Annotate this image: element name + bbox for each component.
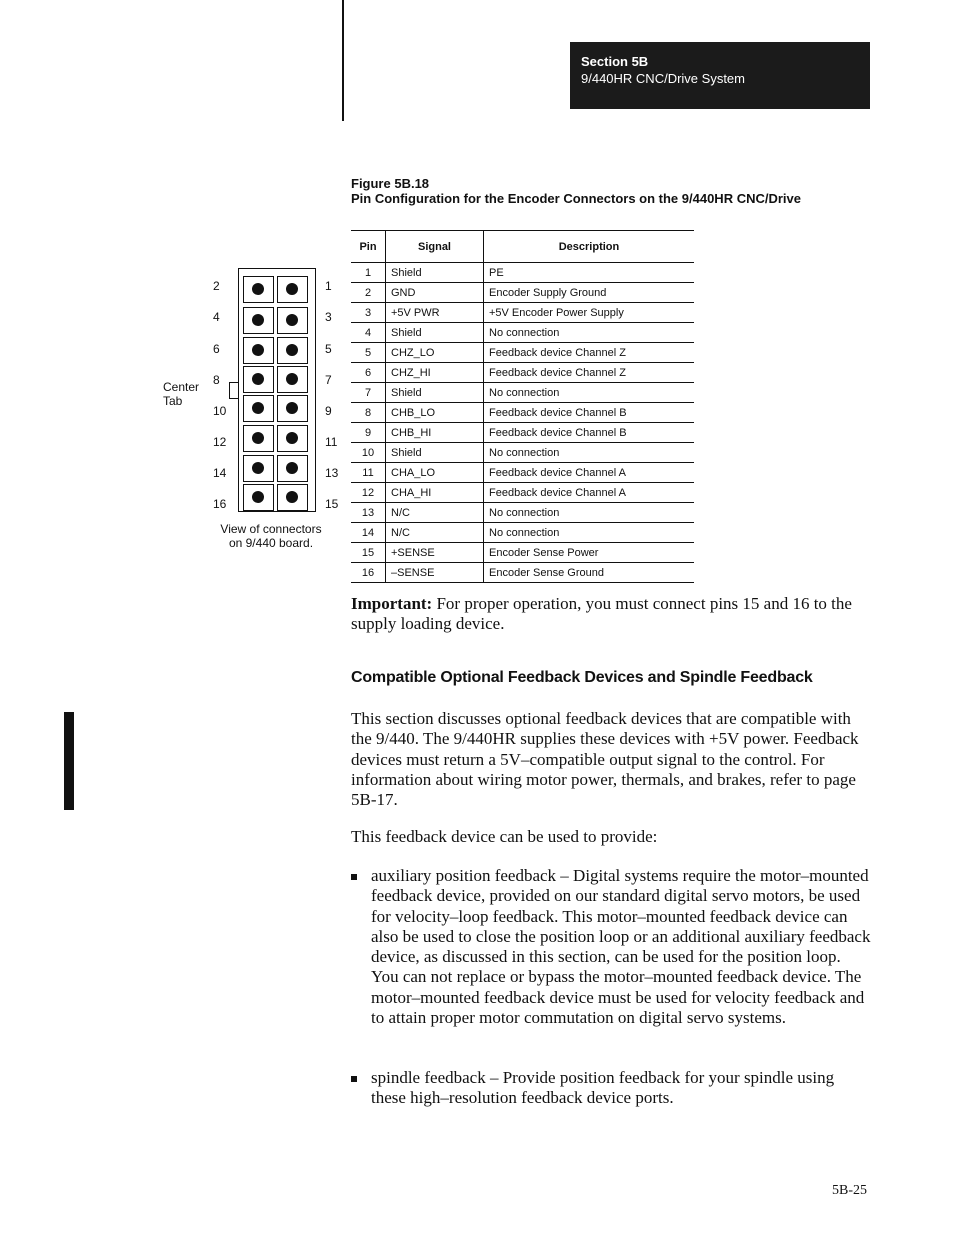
table-row (351, 503, 694, 523)
pin-cell: 14 (351, 523, 386, 543)
signal-cell: Shield (386, 443, 484, 463)
pin-label: 1 (325, 279, 332, 293)
connector-pin-13 (277, 455, 308, 482)
pin-cell: 5 (351, 343, 386, 363)
description-cell: Feedback device Channel B (484, 403, 695, 423)
pin-cell: 9 (351, 423, 386, 443)
pin-cell: 3 (351, 303, 386, 323)
signal-cell: GND (386, 283, 484, 303)
connector-pin-2 (243, 276, 274, 303)
figure-number: Figure 5B.18 (351, 176, 430, 191)
table-row (351, 463, 694, 483)
signal-cell: +SENSE (386, 543, 484, 563)
description-cell: Encoder Sense Ground (484, 563, 695, 583)
pin-table (351, 230, 694, 583)
pin-label: 15 (325, 497, 339, 511)
change-bar (64, 712, 74, 810)
table-row (351, 403, 694, 423)
connector-pin-15 (277, 484, 308, 511)
pin-cell: 6 (351, 363, 386, 383)
signal-cell: CHB_LO (386, 403, 484, 423)
pin-cell: 15 (351, 543, 386, 563)
connector-pin-5 (277, 337, 308, 364)
description-cell: No connection (484, 323, 695, 343)
table-row (351, 283, 694, 303)
pin-label: 4 (213, 310, 220, 324)
table-row (351, 363, 694, 383)
table-row (351, 523, 694, 543)
description-cell: Feedback device Channel A (484, 483, 695, 503)
margin-rule (342, 0, 344, 121)
description-cell: No connection (484, 383, 695, 403)
connector-pin-4 (243, 307, 274, 334)
pin-cell: 7 (351, 383, 386, 403)
pin-label: 9 (325, 404, 332, 418)
column-header-description: Description (484, 231, 695, 263)
connector-pin-7 (277, 366, 308, 393)
pin-cell: 1 (351, 263, 386, 283)
table-header-row (351, 231, 694, 263)
column-header-signal: Signal (386, 231, 484, 263)
pin-label: 7 (325, 373, 332, 387)
pin-cell: 4 (351, 323, 386, 343)
pin-label: 11 (325, 435, 338, 449)
connector-pin-9 (277, 395, 308, 422)
signal-cell: N/C (386, 503, 484, 523)
pin-label: 13 (325, 466, 339, 480)
signal-cell: CHZ_LO (386, 343, 484, 363)
table-row (351, 423, 694, 443)
bullet-icon (351, 874, 357, 880)
pin-label: 5 (325, 342, 332, 356)
signal-cell: Shield (386, 323, 484, 343)
figure-caption (351, 176, 801, 206)
signal-cell: +5V PWR (386, 303, 484, 323)
bullet-text: auxiliary position feedback – Digital systems require the motor–mounted feedback device, provided on our standard digital servo motors, be used for velocity–loop feedback. This motor–mounted feedback device can also be used to close the position loop or an additional auxiliary feedback device, as discussed in this section, can be used for the position loop. You can not replace or bypass the motor–mounted feedback device. The motor–mounted feedback device must be used for velocity feedback and to attain proper motor commutation on digital servo systems. (371, 866, 871, 1028)
connector-pin-16 (243, 484, 274, 511)
connector-pin-12 (243, 425, 274, 452)
connector-pin-11 (277, 425, 308, 452)
pin-label: 2 (213, 279, 220, 293)
description-cell: No connection (484, 523, 695, 543)
description-cell: No connection (484, 443, 695, 463)
section-header-box (570, 42, 870, 109)
signal-cell: CHB_HI (386, 423, 484, 443)
description-cell: Feedback device Channel B (484, 423, 695, 443)
pin-label: 6 (213, 342, 220, 356)
section-heading: Compatible Optional Feedback Devices and Spindle Feedback (351, 669, 813, 686)
table-row (351, 263, 694, 283)
description-cell: Feedback device Channel Z (484, 363, 695, 383)
pin-cell: 2 (351, 283, 386, 303)
pin-label: 14 (213, 466, 227, 480)
connector-pin-3 (277, 307, 308, 334)
important-note (351, 594, 871, 634)
center-tab-label: Center Tab (163, 380, 200, 408)
signal-cell: Shield (386, 263, 484, 283)
connector-pin-1 (277, 276, 308, 303)
bullet-icon (351, 1076, 357, 1082)
pin-label: 10 (213, 404, 227, 418)
system-label: 9/440HR CNC/Drive System (581, 71, 745, 86)
table-row (351, 483, 694, 503)
pin-label: 8 (213, 373, 220, 387)
description-cell: No connection (484, 503, 695, 523)
pin-cell: 10 (351, 443, 386, 463)
provide-paragraph: This feedback device can be used to provide: (351, 827, 658, 846)
connector-caption: View of connectors on 9/440 board. (220, 522, 322, 550)
important-label: Important: (351, 594, 433, 613)
signal-cell: CHA_LO (386, 463, 484, 483)
pin-cell: 8 (351, 403, 386, 423)
signal-cell: N/C (386, 523, 484, 543)
connector-pin-6 (243, 337, 274, 364)
table-row (351, 383, 694, 403)
important-text: For proper operation, you must connect pins 15 and 16 to the supply loading device. (351, 594, 852, 633)
table-row (351, 323, 694, 343)
bullet-text: spindle feedback – Provide position feedback for your spindle using these high–resolution feedback device ports. (371, 1068, 835, 1108)
table-row (351, 343, 694, 363)
table-row (351, 443, 694, 463)
connector-pin-8 (243, 366, 274, 393)
figure-title: Pin Configuration for the Encoder Connectors on the 9/440HR CNC/Drive (351, 191, 801, 206)
table-row (351, 303, 694, 323)
signal-cell: CHZ_HI (386, 363, 484, 383)
description-cell: Feedback device Channel Z (484, 343, 695, 363)
description-cell: Encoder Supply Ground (484, 283, 695, 303)
connector-pin-14 (243, 455, 274, 482)
description-cell: Encoder Sense Power (484, 543, 695, 563)
intro-paragraph: This section discusses optional feedback devices that are compatible with the 9/440. The 9/440HR supplies these devices with +5V power. Feedback devices must return a 5V–compatible output signal to the control. For information about wiring motor power, thermals, and brakes, refer to page 5B-17. (351, 709, 859, 810)
description-cell: +5V Encoder Power Supply (484, 303, 695, 323)
signal-cell: –SENSE (386, 563, 484, 583)
description-cell: PE (484, 263, 695, 283)
column-header-pin: Pin (351, 231, 386, 263)
signal-cell: Shield (386, 383, 484, 403)
center-tab-marker (229, 382, 238, 399)
description-cell: Feedback device Channel A (484, 463, 695, 483)
section-label: Section 5B (581, 54, 649, 69)
pin-cell: 11 (351, 463, 386, 483)
pin-label: 12 (213, 435, 227, 449)
table-row (351, 563, 694, 583)
connector-pin-10 (243, 395, 274, 422)
page-number: 5B-25 (832, 1183, 867, 1198)
pin-cell: 12 (351, 483, 386, 503)
signal-cell: CHA_HI (386, 483, 484, 503)
connector-frame (238, 268, 316, 512)
table-row (351, 543, 694, 563)
pin-label: 16 (213, 497, 227, 511)
pin-label: 3 (325, 310, 332, 324)
pin-cell: 16 (351, 563, 386, 583)
pin-cell: 13 (351, 503, 386, 523)
